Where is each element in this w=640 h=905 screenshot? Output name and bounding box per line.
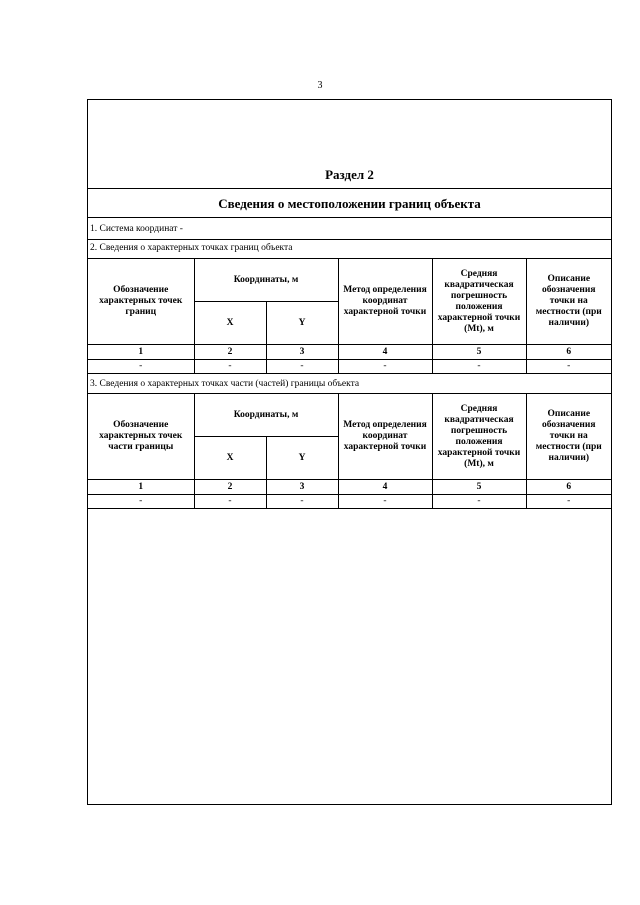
column-number: 6 (526, 480, 611, 495)
header-method: Метод определения координат характерной точки (338, 259, 432, 345)
column-number: 5 (432, 480, 526, 495)
column-number: 3 (266, 345, 338, 360)
document-frame (87, 99, 612, 805)
header-coordinates: Координаты, м (194, 259, 338, 302)
column-numbers-row (88, 345, 611, 360)
header-x: X (194, 437, 266, 480)
section-title: Раздел 2 (325, 167, 374, 182)
table-cell: - (266, 360, 338, 374)
column-number: 2 (194, 345, 266, 360)
table-row (88, 495, 611, 509)
page-number: 3 (317, 80, 323, 91)
header-coordinates: Координаты, м (194, 394, 338, 437)
table-cell: - (338, 360, 432, 374)
divider (88, 239, 611, 240)
column-number: 1 (88, 345, 194, 360)
column-number: 4 (338, 480, 432, 495)
column-number: 1 (88, 480, 194, 495)
coordinate-system-line: 1. Система координат - (90, 224, 183, 234)
header-error: Средняя квадратическая погрешность положения характерной точки (Mt), м (432, 259, 526, 345)
column-number: 3 (266, 480, 338, 495)
table-cell: - (266, 495, 338, 509)
boundary-points-table (88, 258, 611, 374)
table-cell: - (526, 360, 611, 374)
header-description: Описание обозначения точки на местности (при наличии) (526, 394, 611, 480)
table-cell: - (194, 495, 266, 509)
column-numbers-row (88, 480, 611, 495)
table-cell: - (88, 495, 194, 509)
table-cell: - (194, 360, 266, 374)
table-cell: - (432, 495, 526, 509)
divider (88, 188, 611, 189)
header-y: Y (266, 302, 338, 345)
header-error: Средняя квадратическая погрешность положения характерной точки (Mt), м (432, 394, 526, 480)
section-subtitle: Сведения о местоположении границ объекта (218, 196, 481, 211)
column-number: 6 (526, 345, 611, 360)
table-row (88, 360, 611, 374)
header-y: Y (266, 437, 338, 480)
header-designation: Обозначение характерных точек части границы (88, 394, 194, 480)
part-boundary-points-table (88, 393, 611, 509)
table-cell: - (526, 495, 611, 509)
table-cell: - (432, 360, 526, 374)
table2-caption: 3. Сведения о характерных точках части (частей) границы объекта (90, 379, 360, 389)
header-description: Описание обозначения точки на местности (при наличии) (526, 259, 611, 345)
header-x: X (194, 302, 266, 345)
divider (88, 217, 611, 218)
header-designation: Обозначение характерных точек границ (88, 259, 194, 345)
table-cell: - (88, 360, 194, 374)
column-number: 5 (432, 345, 526, 360)
column-number: 4 (338, 345, 432, 360)
header-method: Метод определения координат характерной точки (338, 394, 432, 480)
table-cell: - (338, 495, 432, 509)
column-number: 2 (194, 480, 266, 495)
table1-caption: 2. Сведения о характерных точках границ объекта (90, 243, 293, 253)
